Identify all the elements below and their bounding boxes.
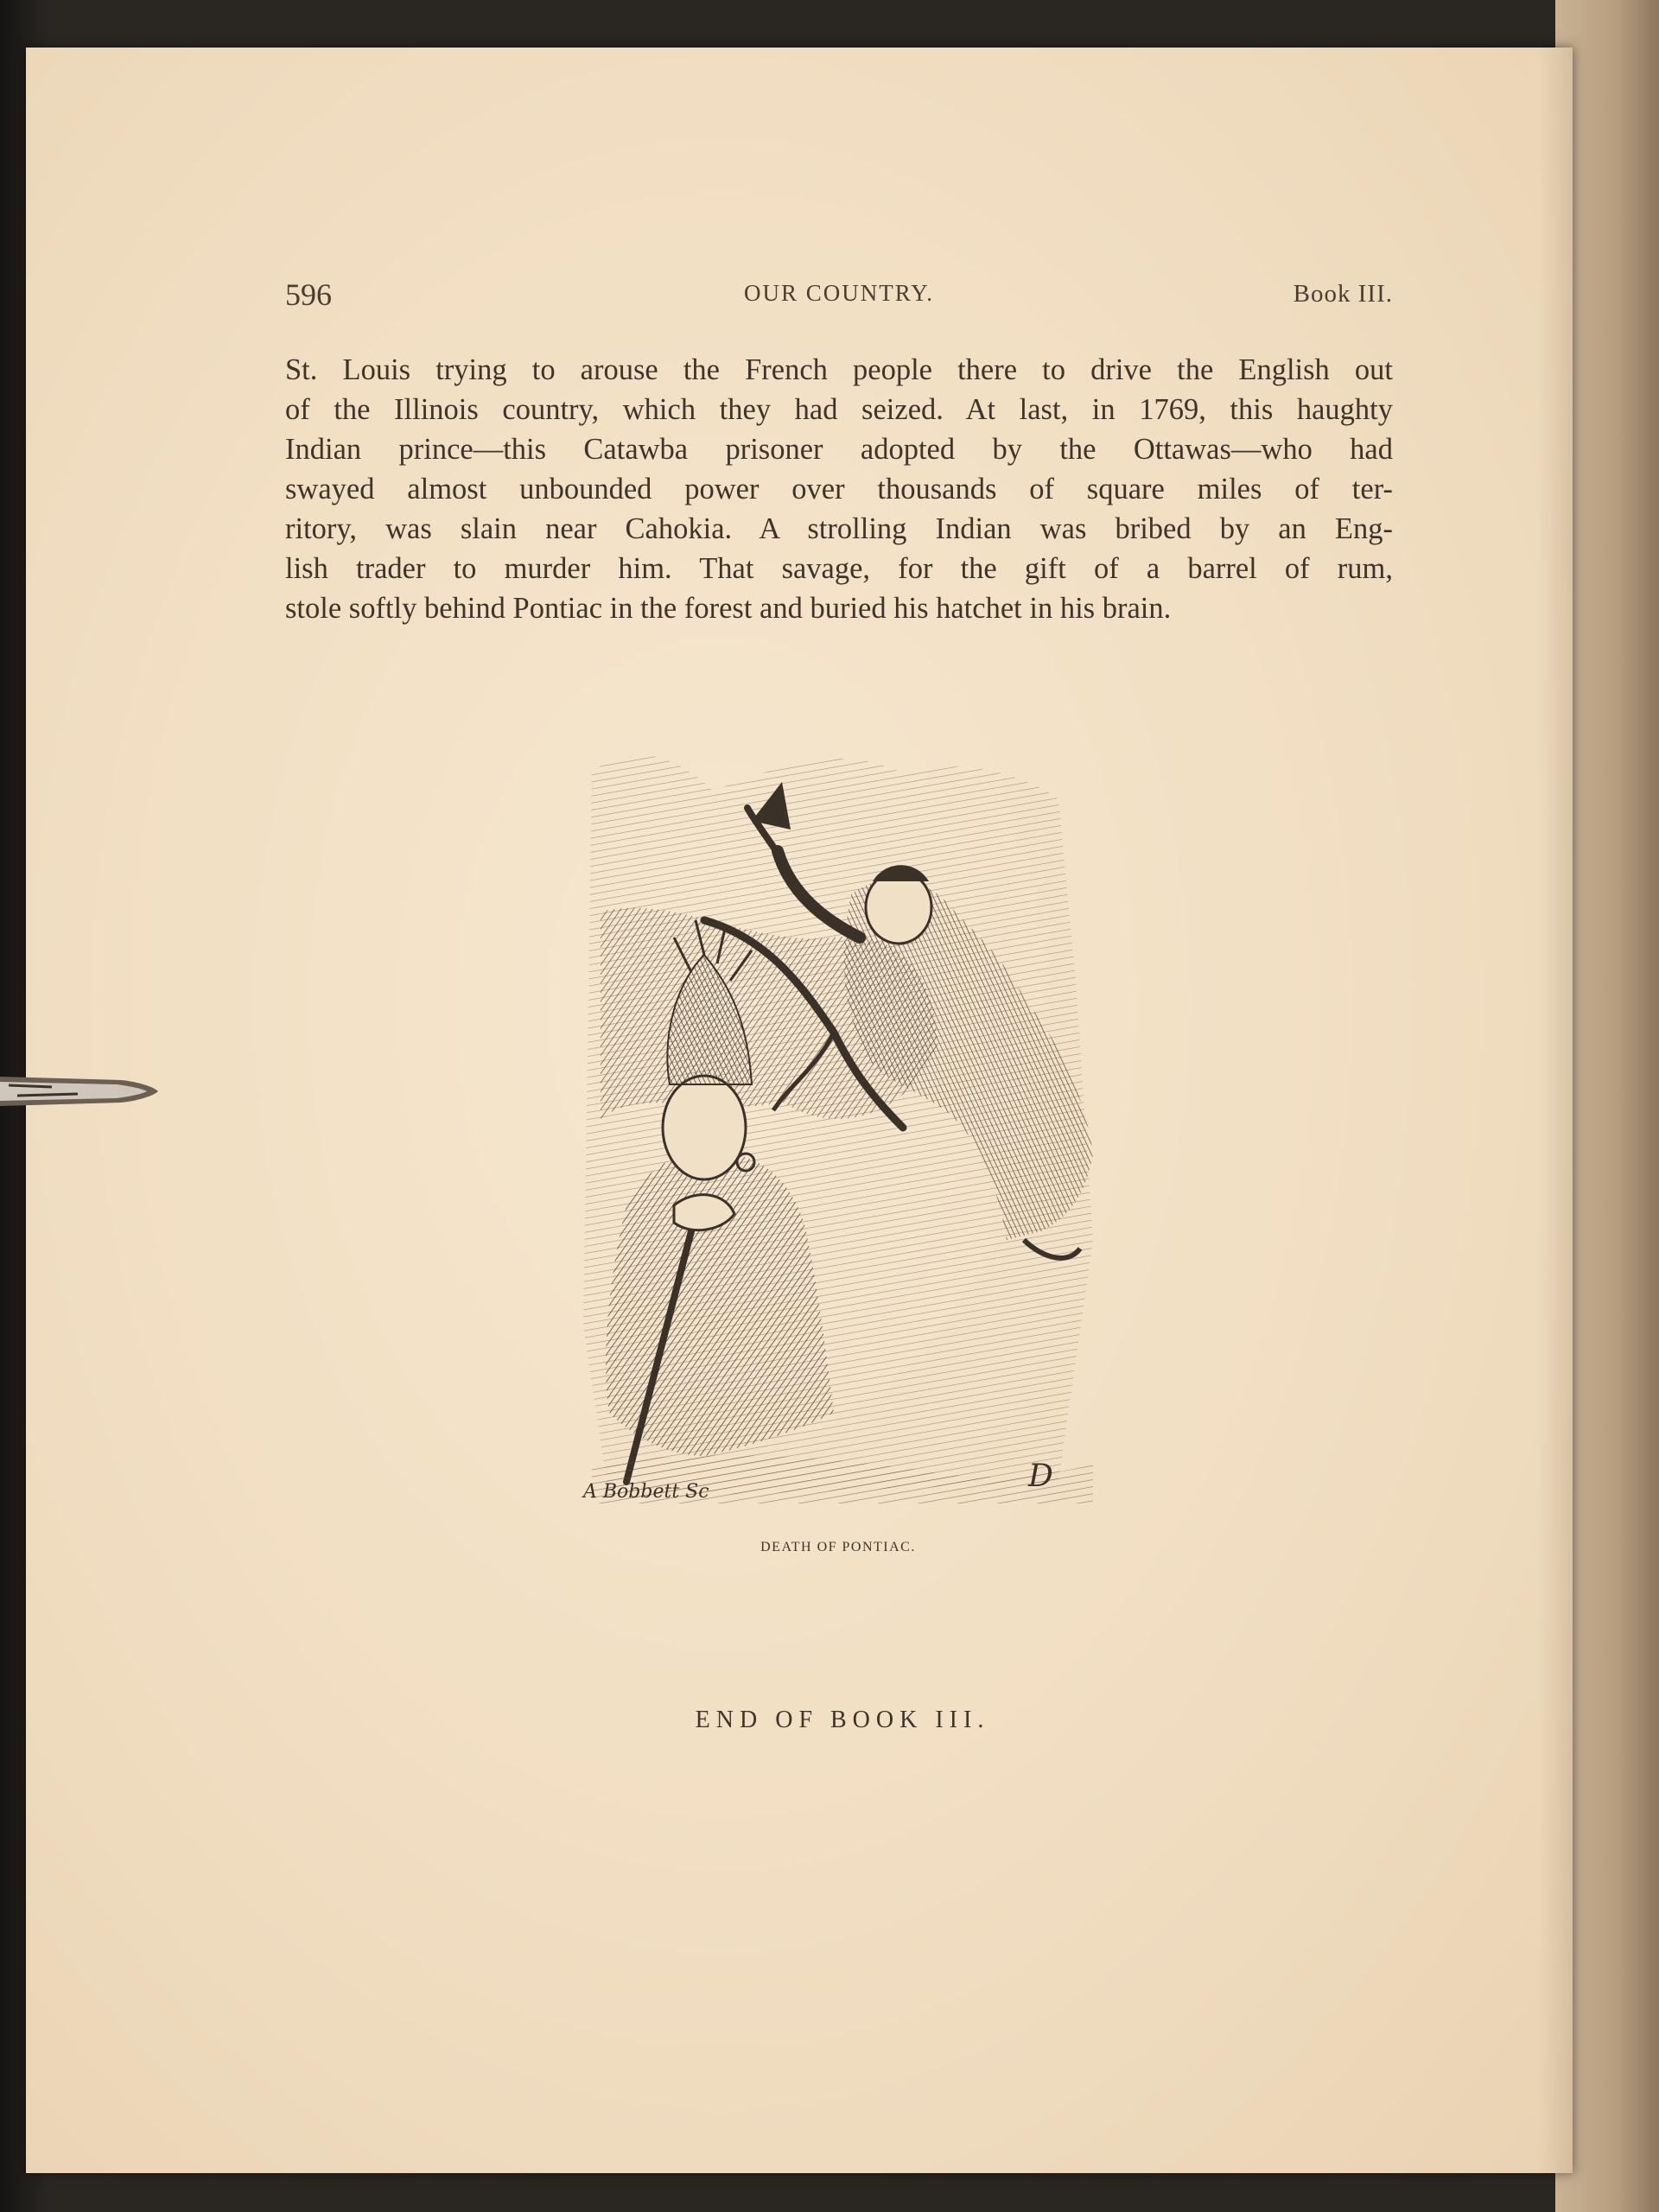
running-title: OUR COUNTRY. — [743, 280, 935, 306]
body-paragraph — [285, 350, 1393, 628]
book-label: Book III. — [1293, 280, 1393, 308]
engraving-illustration — [575, 721, 1110, 1529]
end-of-book-note: END OF BOOK III. — [695, 1707, 990, 1733]
body-line: lish trader to murder him. That savage, for the gift of a barrel of rum, — [285, 552, 1393, 585]
body-line: of the Illinois country, which they had seized. At last, in 1769, this haughty — [285, 393, 1393, 426]
body-line: swayed almost unbounded power over thousands of square miles of ter- — [285, 473, 1393, 505]
artist-monogram: D — [1028, 1459, 1053, 1494]
body-line: Indian prince—this Catawba prisoner adopted by the Ottawas—who had — [285, 433, 1393, 466]
illustration-caption: DEATH OF PONTIAC. — [760, 1540, 916, 1554]
body-line: St. Louis trying to arouse the French people there to drive the English out — [285, 353, 1393, 386]
body-line: stole softly behind Pontiac in the forest and buried his hatchet in his brain. — [285, 592, 1172, 625]
body-line: ritory, was slain near Cahokia. A strolling Indian was bribed by an Eng- — [285, 512, 1393, 545]
page-gutter-shadow — [1538, 48, 1573, 2173]
pen-tip — [0, 1070, 160, 1113]
page-number: 596 — [285, 277, 332, 312]
running-head — [285, 276, 1393, 320]
engraver-signature: A Bobbett Sc — [583, 1481, 709, 1503]
